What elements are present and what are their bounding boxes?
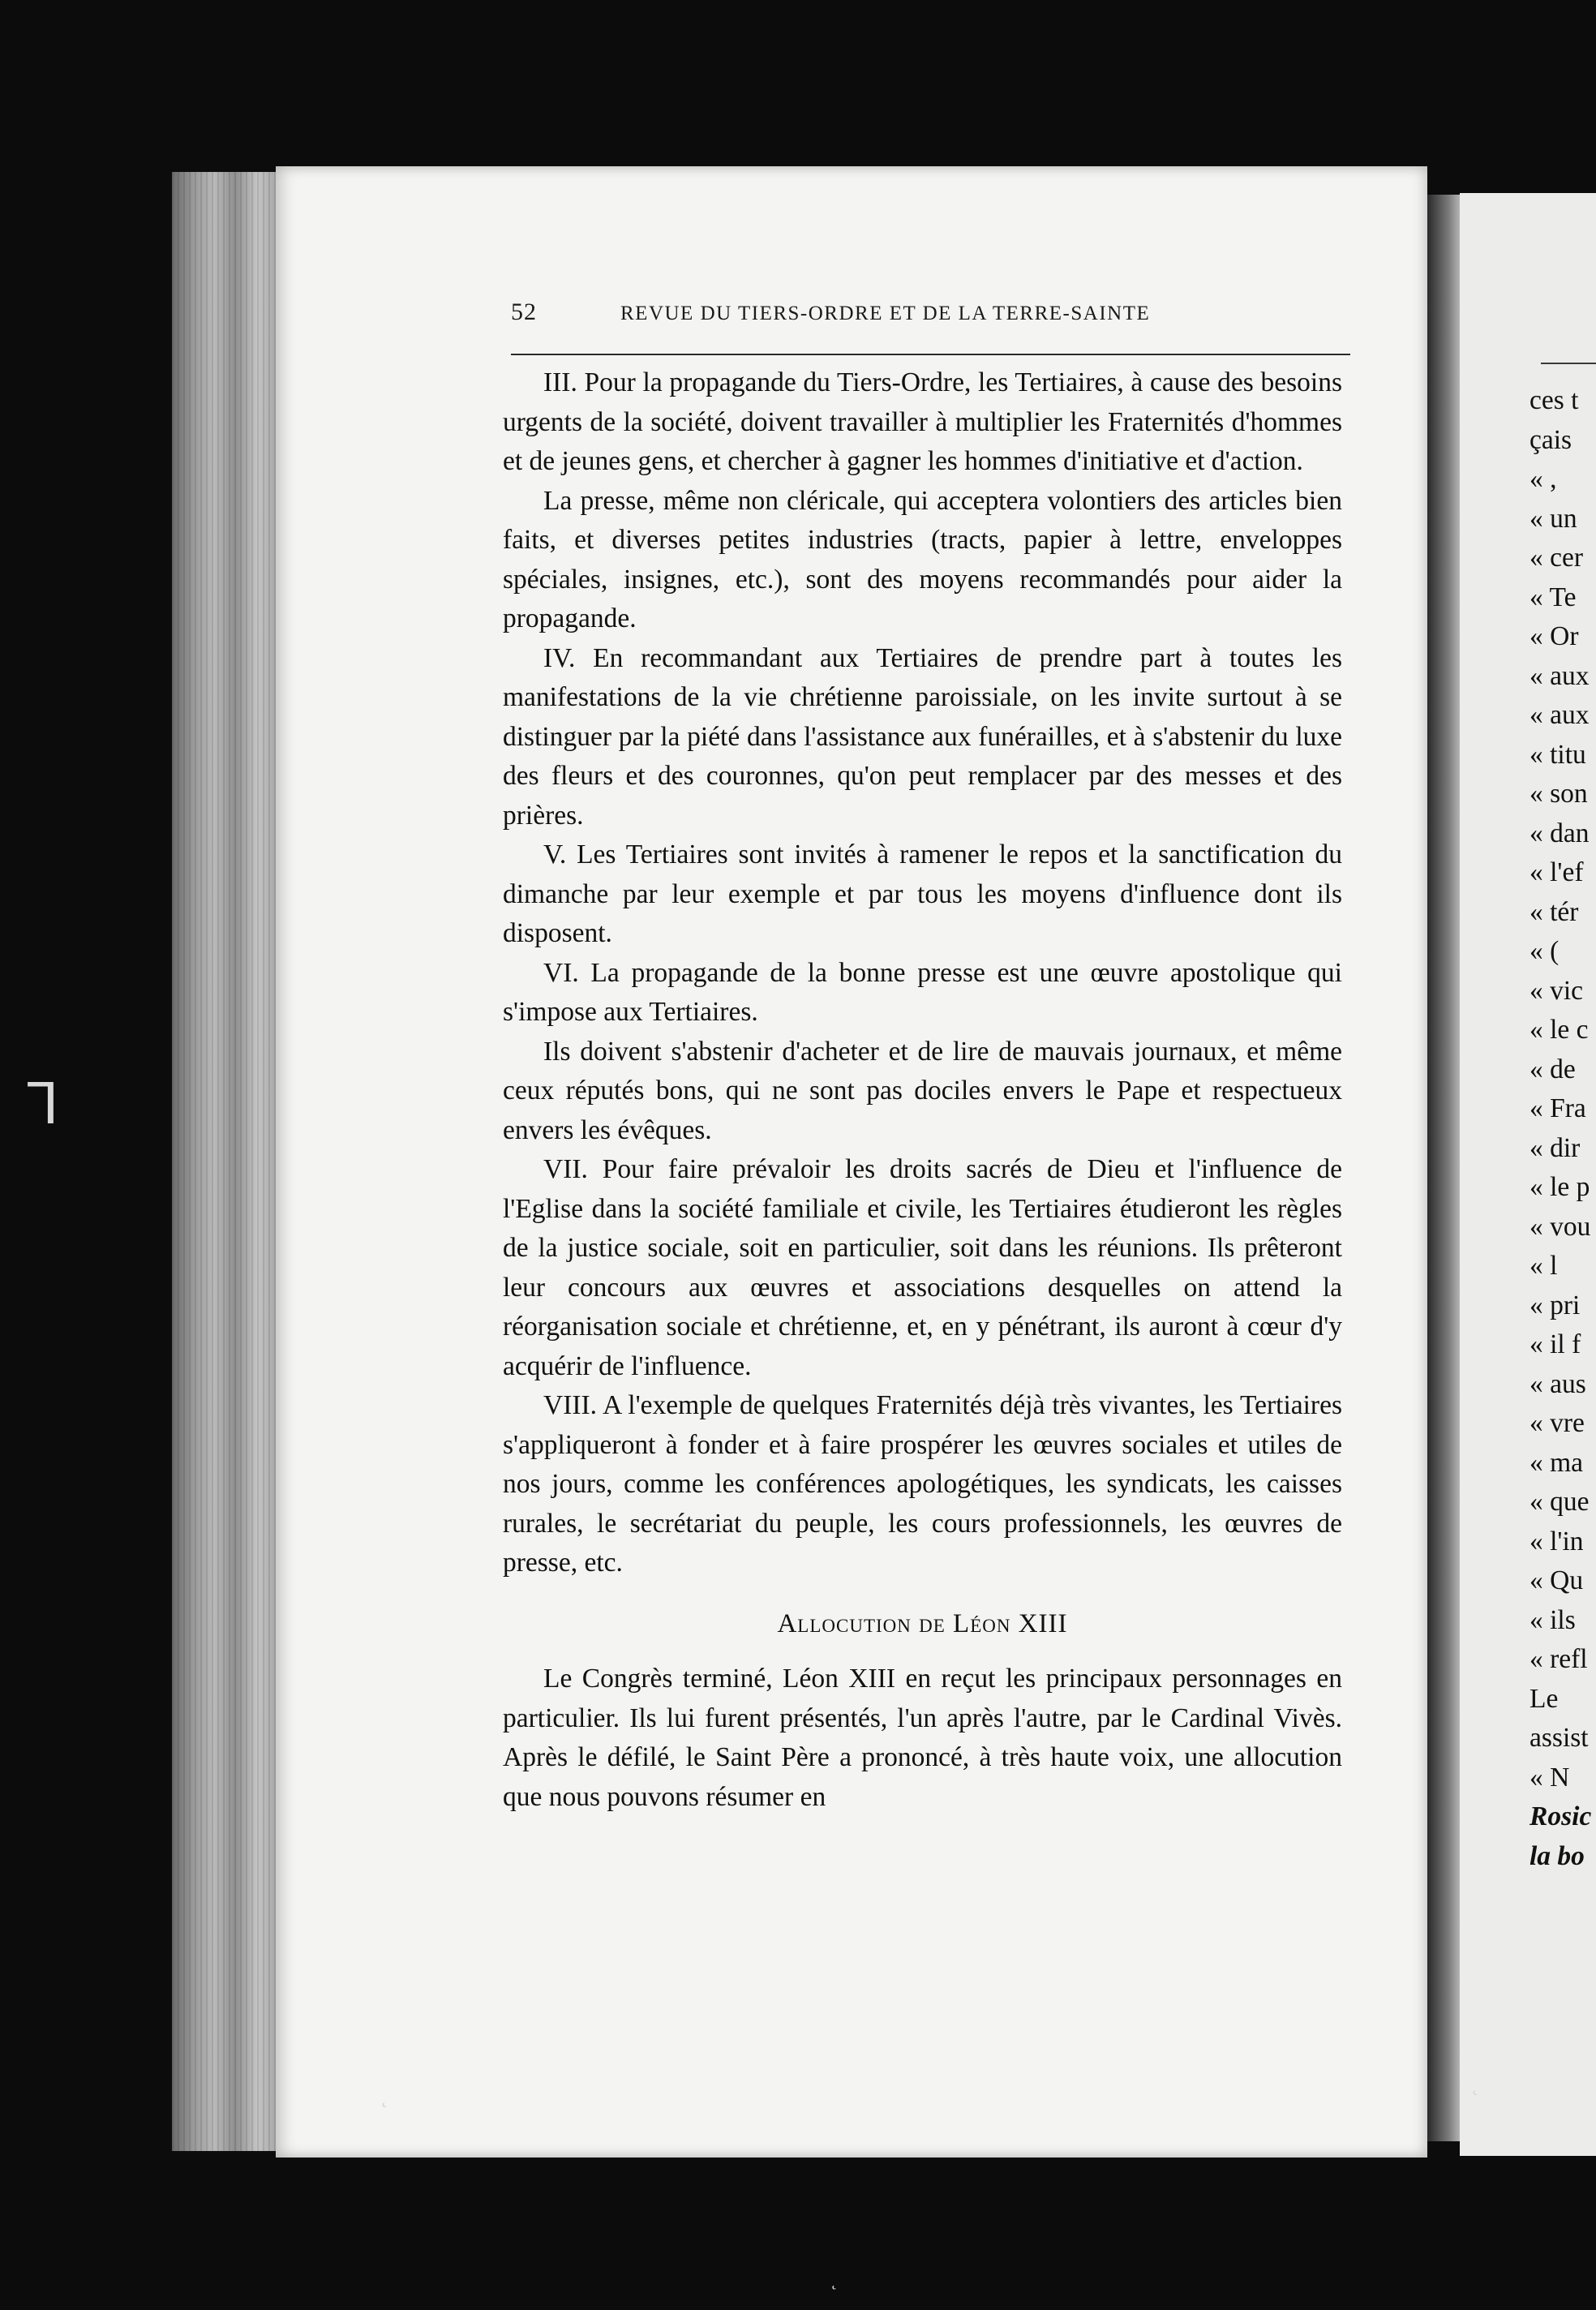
right-page-line: « pri [1530,1290,1581,1320]
right-page-line: « Fra [1530,1093,1586,1123]
right-page-line: assist [1530,1723,1589,1753]
paragraph-viii: VIII. A l'exemple de quelques Fraternités déjà très vivantes, les Tertiaires s'appliqueront à fonder et à faire prospérer les œuvres sociales et utiles de nos jours, comme les conférences apologétiques, les syndicats, les caisses rurales, le secrétariat du peuple, les cours professionnels, les œuvres de presse, etc. [503,1390,1342,1578]
section-heading: Allocution de Léon XIII [777,1608,1068,1638]
right-page-line: « aux [1530,700,1590,730]
right-page-line: « Te [1530,582,1577,612]
right-page-line: « que [1530,1487,1590,1517]
right-page-line: « vic [1530,975,1584,1006]
running-head [511,298,1354,336]
scan-speck: ˛ [831,2269,838,2290]
scan-speck: ˛ [381,2085,388,2108]
right-page-line: Rosic [1530,1801,1592,1831]
paragraph-vii: VII. Pour faire prévaloir les droits sacrés de Dieu et l'influence de l'Eglise dans la société familiale et civile, les Tertiaires étudieront les règles de la justice sociale, soit en particulier, soit dans les réunions. Ils prêteront leur concours aux œuvres et associations desquelles on attend la réorganisation sociale et chrétienne, et, en y pénétrant, ils auront à cœur d'y acquérir de l'influence. [503,1154,1342,1381]
right-page-line: la bo [1530,1840,1585,1871]
header-rule [511,354,1350,355]
paragraph-v: V. Les Tertiaires sont invités à ramener le repos et la sanctification du dimanche par leur exemple et par tous les moyens d'influence dont ils disposent. [503,839,1342,948]
paragraph-journaux: Ils doivent s'abstenir d'acheter et de lire de mauvais journaux, et même ceux réputés bons, qui ne sont pas dociles envers le Pape et respectueux envers les évêques. [503,1036,1342,1145]
right-page-line: « ( [1530,936,1560,966]
right-page-line: « le c [1530,1015,1589,1045]
right-page-line: « Qu [1530,1565,1584,1595]
right-page-line: « tér [1530,896,1579,927]
right-page-line: « dan [1530,818,1590,848]
right-page-line: « un [1530,503,1577,534]
right-page-header-rule [1541,363,1596,364]
right-page-line: « le p [1530,1172,1590,1202]
right-page-line: « son [1530,779,1588,809]
right-page-line: « l [1530,1251,1558,1281]
right-page-line: « ma [1530,1447,1584,1478]
page-body [503,363,1342,1817]
right-page-line: « refl [1530,1644,1588,1674]
paragraph-congres: Le Congrès terminé, Léon XIII en reçut les principaux personnages en particulier. Ils lui furent présentés, l'un après l'autre, par le Cardinal Vivès. Après le défilé, le Saint Père a prononcé, à très haute voix, une allocution que nous pouvons résumer en [503,1664,1342,1812]
right-page-line: « , [1530,464,1557,494]
scan-speck: ᒣ [24,1074,59,1136]
paragraph-iii: III. Pour la propagande du Tiers-Ordre, les Tertiaires, à cause des besoins urgents de la société, doivent travailler à multiplier les Fraternités d'hommes et de jeunes gens, et chercher à gagner les hommes d'initiative et d'action. [503,367,1342,476]
right-page-line: Le [1530,1683,1559,1714]
right-page-line: « Or [1530,621,1579,651]
right-page-line: « dir [1530,1132,1581,1163]
right-page-line: « aux [1530,660,1590,691]
book-gutter [1427,195,1461,2141]
right-page-line: « titu [1530,739,1586,770]
right-page-line: « l'in [1530,1526,1584,1556]
right-page-line: « l'ef [1530,857,1584,887]
right-page-line: « aus [1530,1368,1586,1399]
page-number: 52 [511,298,537,325]
paragraph-iv: IV. En recommandant aux Tertiaires de prendre part à toutes les manifestations de la vie chrétienne paroissiale, on les invite surtout à se distinguer par la piété dans l'assistance aux funérailles, et à s'abstenir du luxe des fleurs et des couronnes, qu'on peut remplacer par des messes et des prières. [503,642,1342,831]
paragraph-presse: La presse, même non cléricale, qui acceptera volontiers des articles bien faits, et diverses petites industries (tracts, papier à lettre, enveloppes spéciales, insignes, etc.), sont des moyens recommandés pour aider la propagande. [503,485,1342,633]
right-page-line: ces t [1530,385,1579,415]
right-page-line: « cer [1530,543,1584,573]
scan-speck: ˛ [1472,2072,1479,2096]
right-page-line: « il f [1530,1329,1581,1359]
right-page-line: çais [1530,424,1572,455]
right-page-text-fragments [1530,381,1596,1876]
paragraph-vi: VI. La propagande de la bonne presse est une œuvre apostolique qui s'impose aux Tertiaires. [503,957,1342,1027]
right-page-line: « vou [1530,1211,1591,1242]
right-page-line: « vre [1530,1408,1585,1438]
right-page-line: « N [1530,1762,1570,1793]
right-page-line: « ils [1530,1604,1576,1635]
running-title: REVUE DU TIERS-ORDRE ET DE LA TERRE-SAINTE [620,303,1151,324]
right-page-line: « de [1530,1054,1576,1084]
